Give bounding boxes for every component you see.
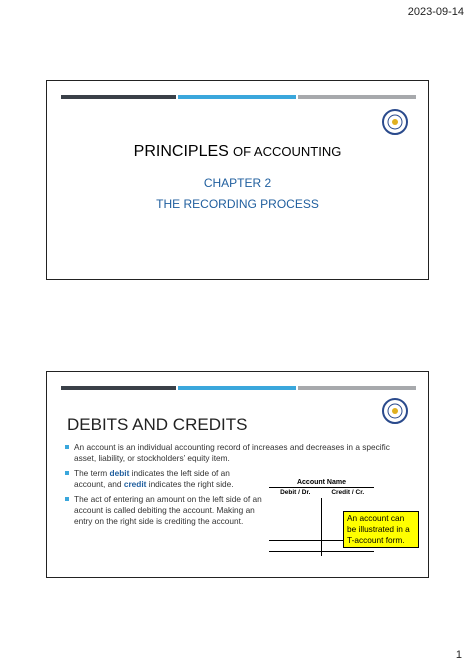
bullet-text: The term [74, 468, 110, 478]
page-date: 2023-09-14 [407, 6, 464, 18]
header-bar-dark [61, 386, 176, 390]
bullet-item [65, 442, 412, 464]
t-account-credit-label: Credit / Cr. [331, 489, 365, 496]
bullet-item [65, 468, 259, 490]
header-bar-blue [178, 95, 296, 99]
title-principles: PRINCIPLES [133, 143, 229, 160]
page-number: 1 [455, 649, 462, 661]
t-account-title: Account Name [296, 479, 346, 486]
bullet-item [65, 494, 269, 527]
university-logo-icon [382, 398, 408, 424]
chapter-label: CHAPTER 2 [203, 176, 272, 190]
t-account-diagram [269, 479, 374, 496]
header-bar-gray [298, 386, 416, 390]
bullet-marker-icon [65, 497, 69, 501]
keyword-credit: credit [123, 479, 147, 489]
slide-heading: DEBITS AND CREDITS [67, 415, 248, 434]
chapter-subtitle: THE RECORDING PROCESS [156, 197, 319, 211]
bullet-text: The act of entering an amount on the left side of an account is called debiting the account. Making an entry on the right side is crediting the account. [74, 494, 262, 526]
header-bar-dark [61, 95, 176, 99]
t-account-line [269, 551, 374, 552]
slide-title [47, 143, 428, 161]
bullet-text: indicates the left side of an account, and [74, 468, 230, 489]
slide-1 [46, 80, 429, 280]
bullet-marker-icon [65, 471, 69, 475]
bullet-marker-icon [65, 445, 69, 449]
t-account-debit-label: Debit / Dr. [280, 489, 311, 496]
header-bar-blue [178, 386, 296, 390]
bullet-text: indicates the right side. [146, 479, 234, 489]
t-account-divider [321, 498, 322, 556]
university-logo-icon [382, 109, 408, 135]
header-bar-gray [298, 95, 416, 99]
bullet-text: An account is an individual accounting record of increases and decreases in a specific asset, liability, or stockholders’ equity item. [74, 442, 390, 463]
t-account-header [269, 487, 374, 496]
slide-2 [46, 371, 429, 578]
callout-box: An account can be illustrated in a T-account form. [343, 511, 419, 548]
title-of-accounting: OF ACCOUNTING [232, 144, 342, 159]
keyword-debit: debit [109, 468, 130, 478]
